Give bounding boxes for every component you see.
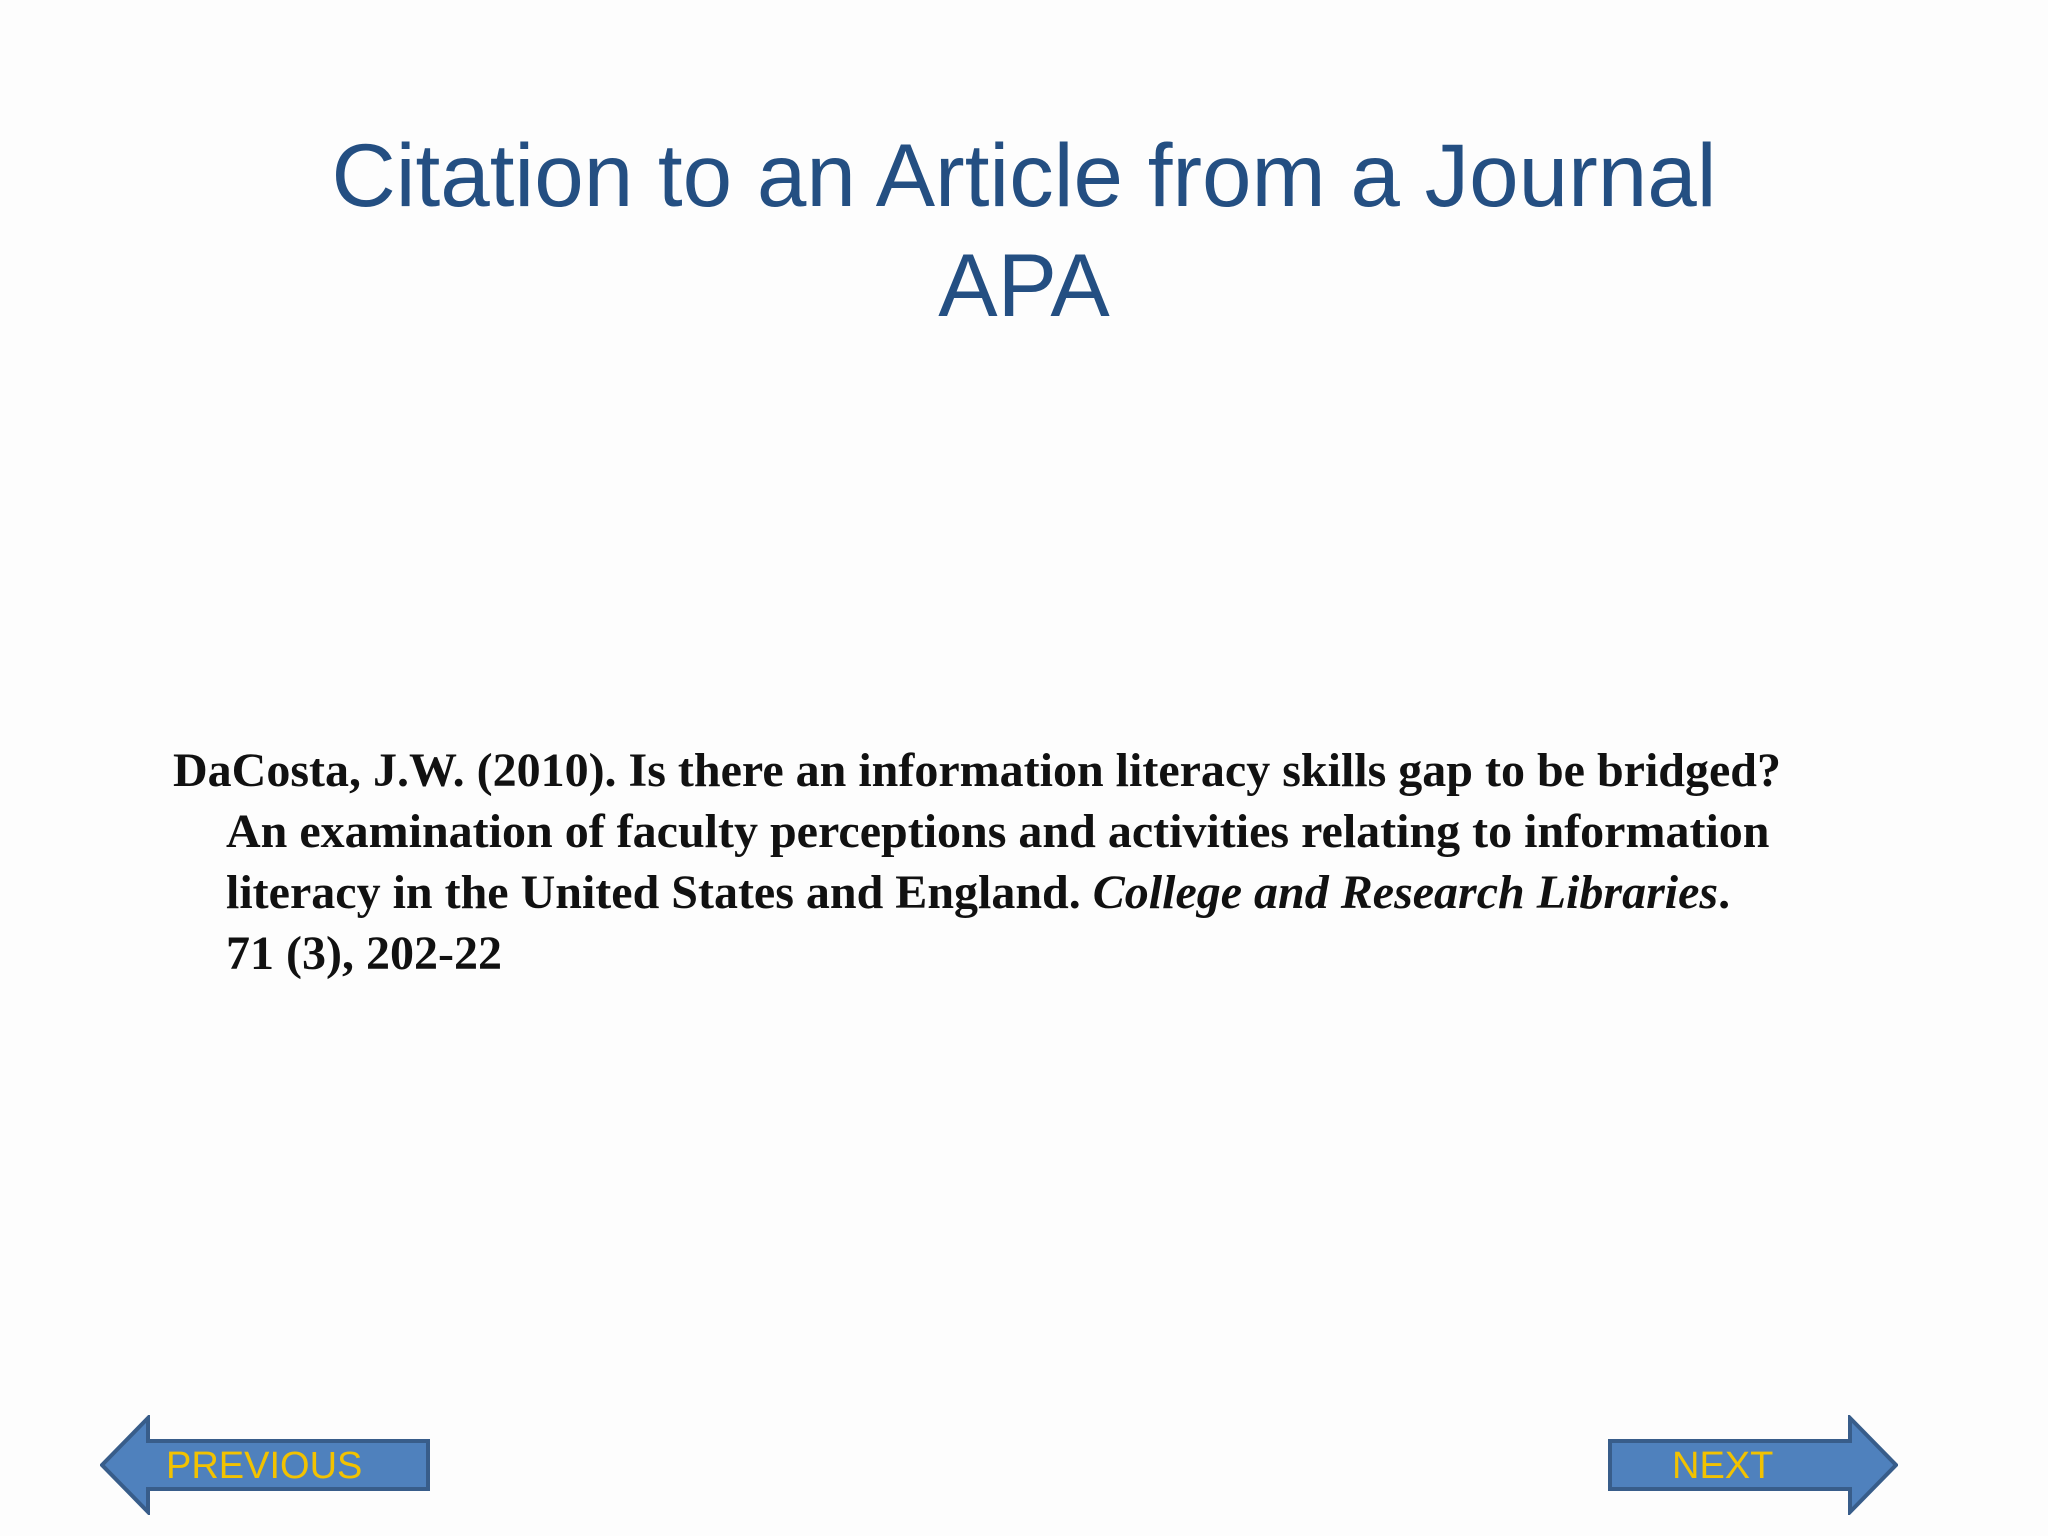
slide-title-line-2: APA xyxy=(938,235,1110,335)
citation-line-4: 71 (3), 202-22 xyxy=(226,927,502,980)
slide-title-line-1: Citation to an Article from a Journal xyxy=(331,125,1717,225)
next-button-label[interactable]: NEXT xyxy=(1672,1445,1774,1487)
citation-line-1: DaCosta, J.W. (2010). Is there an information literacy skills gap to be bridged? xyxy=(173,744,1781,797)
citation-line-3-period: . xyxy=(1718,866,1731,919)
journal-title: College and Research Libraries xyxy=(1092,866,1719,919)
citation-line-3-text: literacy in the United States and England. xyxy=(226,866,1093,919)
citation-line-2: An examination of faculty perceptions and activities relating to information xyxy=(226,805,1770,858)
slide-title xyxy=(0,120,2048,340)
citation-line-3 xyxy=(173,862,1893,923)
citation-text xyxy=(173,740,1893,984)
previous-button-label[interactable]: PREVIOUS xyxy=(166,1445,363,1487)
